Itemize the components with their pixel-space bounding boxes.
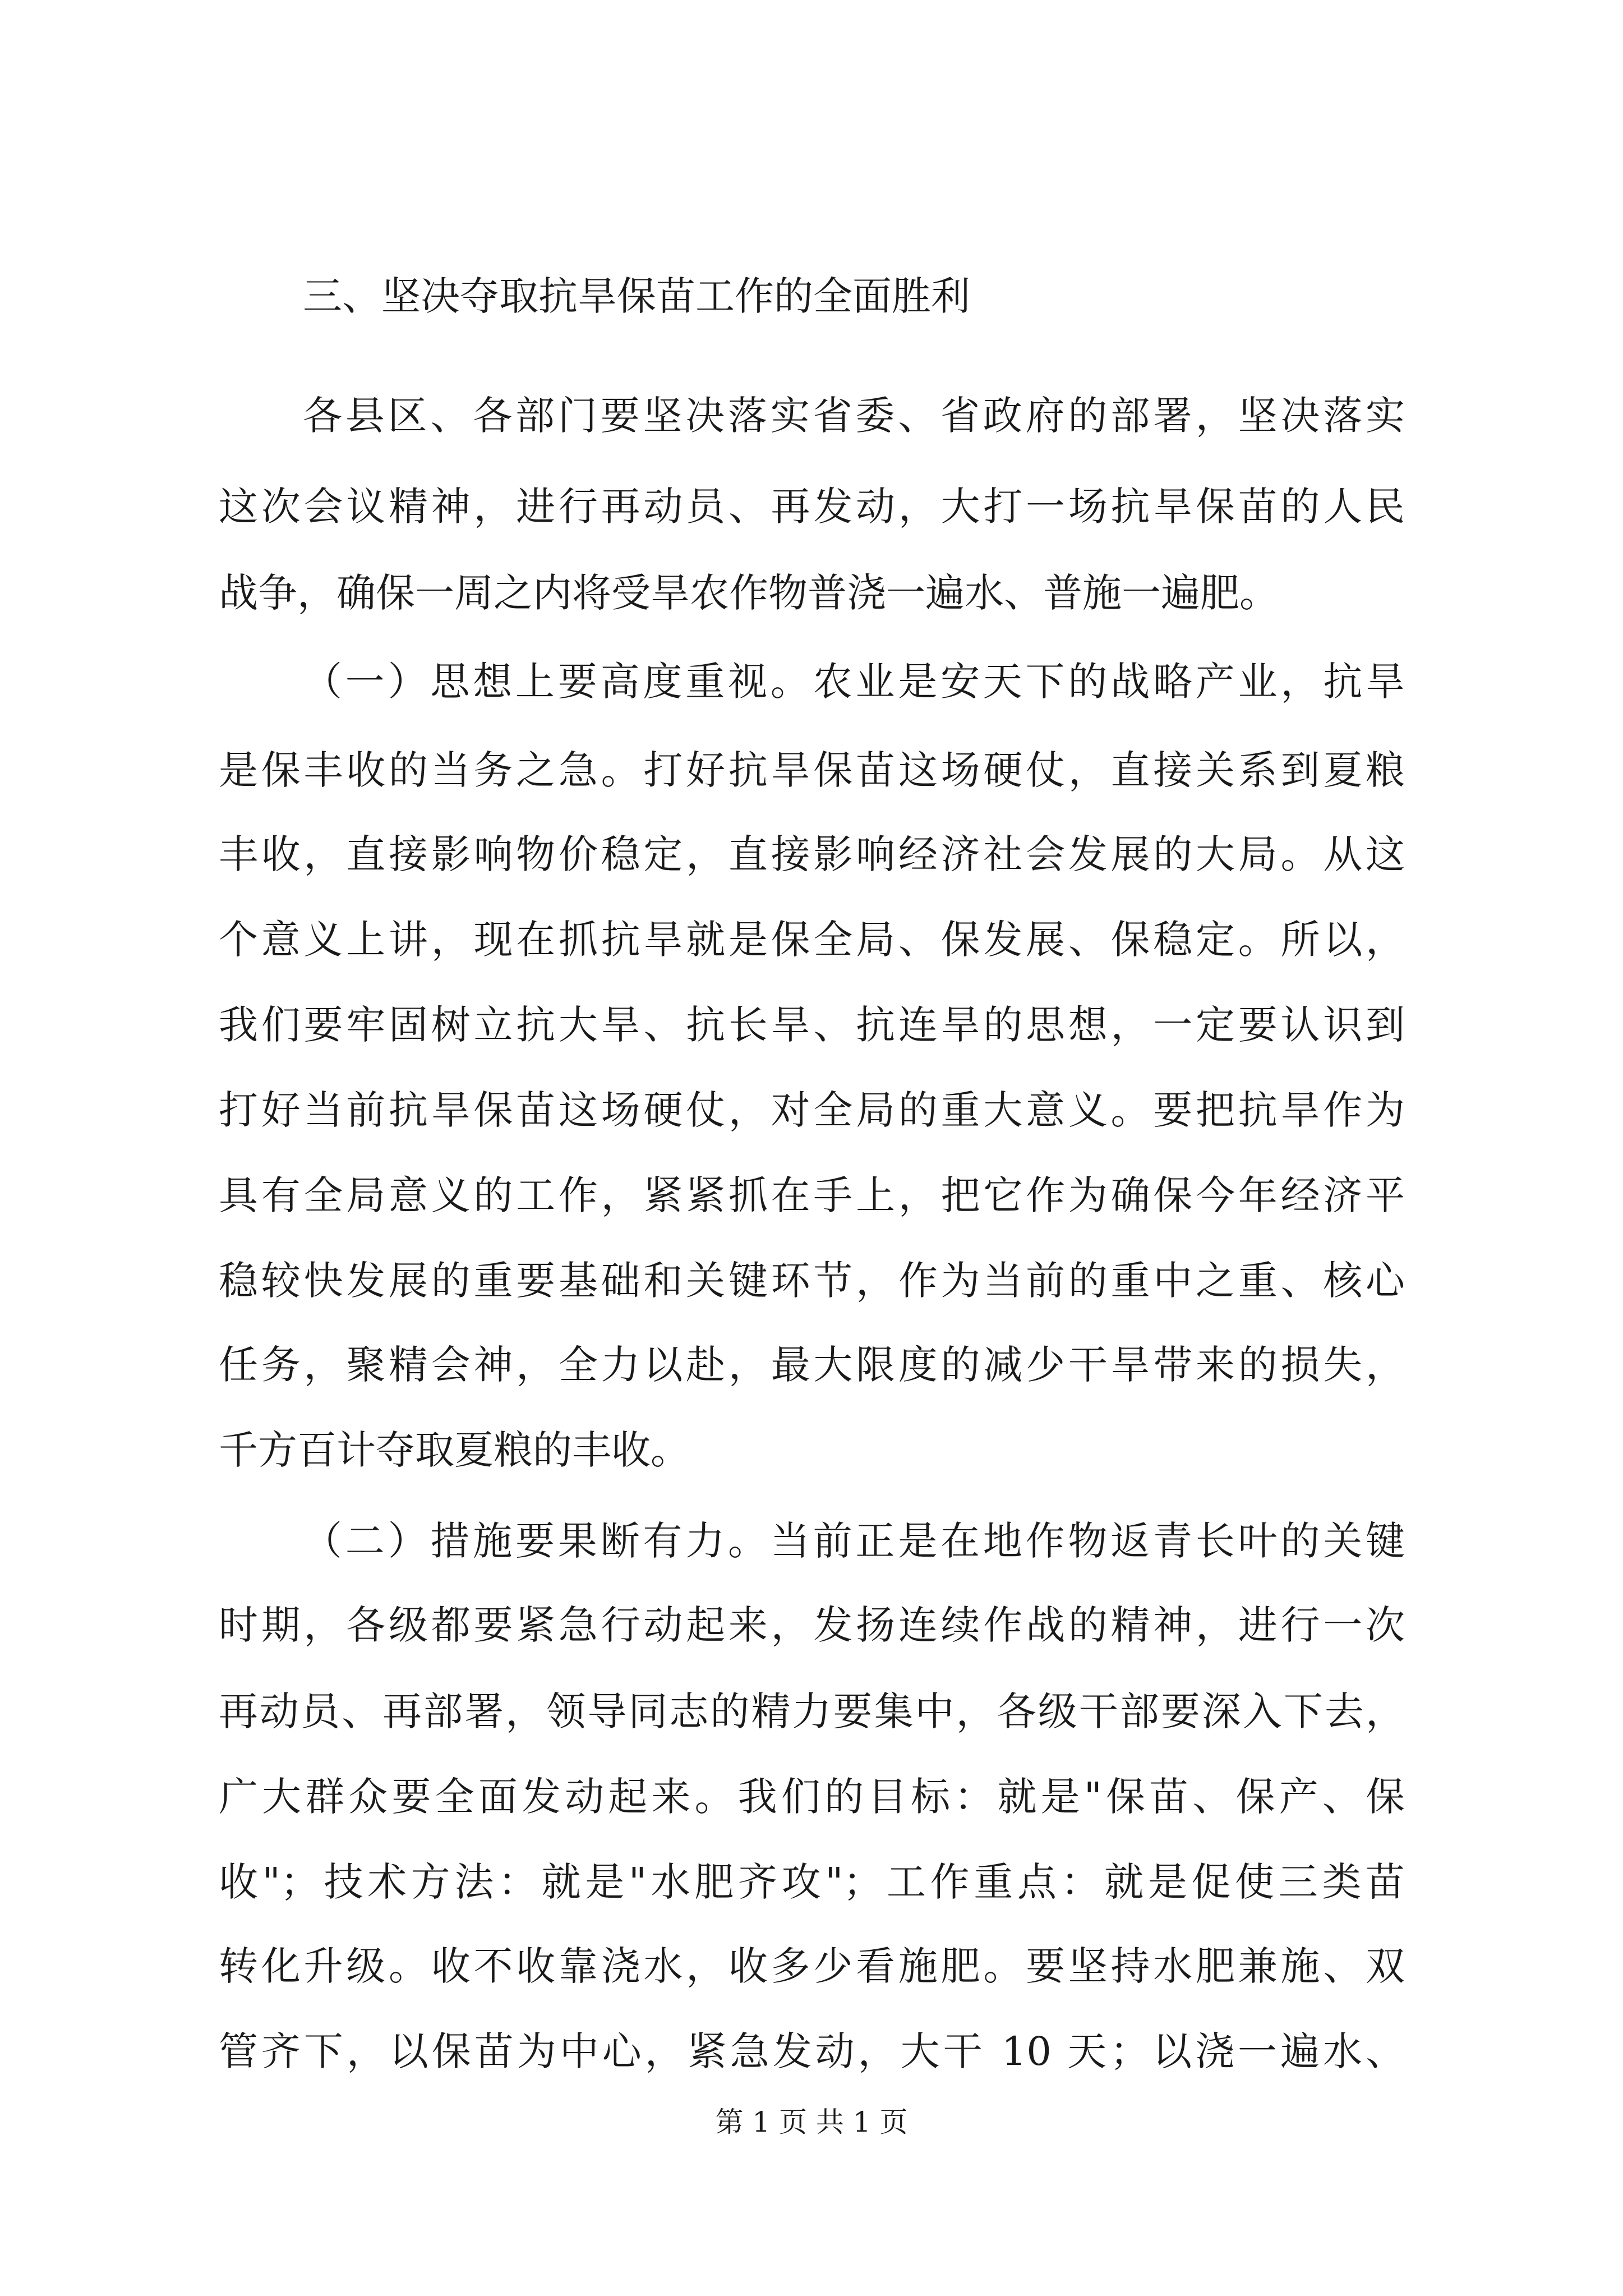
paragraph-3-line-6: 转化升级。收不收靠浇水，收多少看施肥。要坚持水肥兼施、双: [219, 1943, 1405, 1989]
paragraph-2-line-6: 打好当前抗旱保苗这场硬仗，对全局的重大意义。要把抗旱作为: [219, 1087, 1405, 1133]
paragraph-2-line-3: 丰收，直接影响物价稳定，直接影响经济社会发展的大局。从这: [219, 831, 1405, 877]
paragraph-2-line-9: 任务，聚精会神，全力以赴，最大限度的减少干旱带来的损失，: [219, 1342, 1405, 1388]
paragraph-3-line-2: 时期，各级都要紧急行动起来，发扬连续作战的精神，进行一次: [219, 1602, 1405, 1648]
paragraph-3-line-1: （二）措施要果断有力。当前正是在地作物返青长叶的关键: [303, 1518, 1405, 1564]
paragraph-3-line-3: 再动员、再部署，领导同志的精力要集中，各级干部要深入下去，: [219, 1688, 1405, 1734]
paragraph-3-line-4: 广大群众要全面发动起来。我们的目标：就是"保苗、保产、保: [219, 1774, 1405, 1820]
paragraph-1-line-3: 战争，确保一周之内将受旱农作物普浇一遍水、普施一遍肥。: [219, 570, 1279, 616]
paragraph-2-line-7: 具有全局意义的工作，紧紧抓在手上，把它作为确保今年经济平: [219, 1172, 1405, 1218]
paragraph-3-line-7: 管齐下，以保苗为中心，紧急发动，大干 10 天；以浇一遍水、: [219, 2028, 1405, 2074]
paragraph-3-line-5: 收"；技术方法：就是"水肥齐攻"；工作重点：就是促使三类苗: [219, 1859, 1405, 1905]
page-footer: 第 1 页 共 1 页: [715, 2106, 908, 2138]
paragraph-2-line-8: 稳较快发展的重要基础和关键环节，作为当前的重中之重、核心: [219, 1258, 1405, 1304]
paragraph-2-line-5: 我们要牢固树立抗大旱、抗长旱、抗连旱的思想，一定要认识到: [219, 1002, 1405, 1048]
paragraph-1-line-2: 这次会议精神，进行再动员、再发动，大打一场抗旱保苗的人民: [219, 484, 1405, 530]
paragraph-2-line-4: 个意义上讲，现在抓抗旱就是保全局、保发展、保稳定。所以，: [219, 917, 1405, 963]
paragraph-2-line-2: 是保丰收的当务之急。打好抗旱保苗这场硬仗，直接关系到夏粮: [219, 747, 1405, 793]
paragraph-1-line-1: 各县区、各部门要坚决落实省委、省政府的部署，坚决落实: [303, 393, 1405, 439]
paragraph-2-line-10: 千方百计夺取夏粮的丰收。: [219, 1427, 690, 1473]
section-heading: 三、坚决夺取抗旱保苗工作的全面胜利: [303, 273, 970, 319]
paragraph-2-line-1: （一）思想上要高度重视。农业是安天下的战略产业，抗旱: [303, 659, 1405, 705]
